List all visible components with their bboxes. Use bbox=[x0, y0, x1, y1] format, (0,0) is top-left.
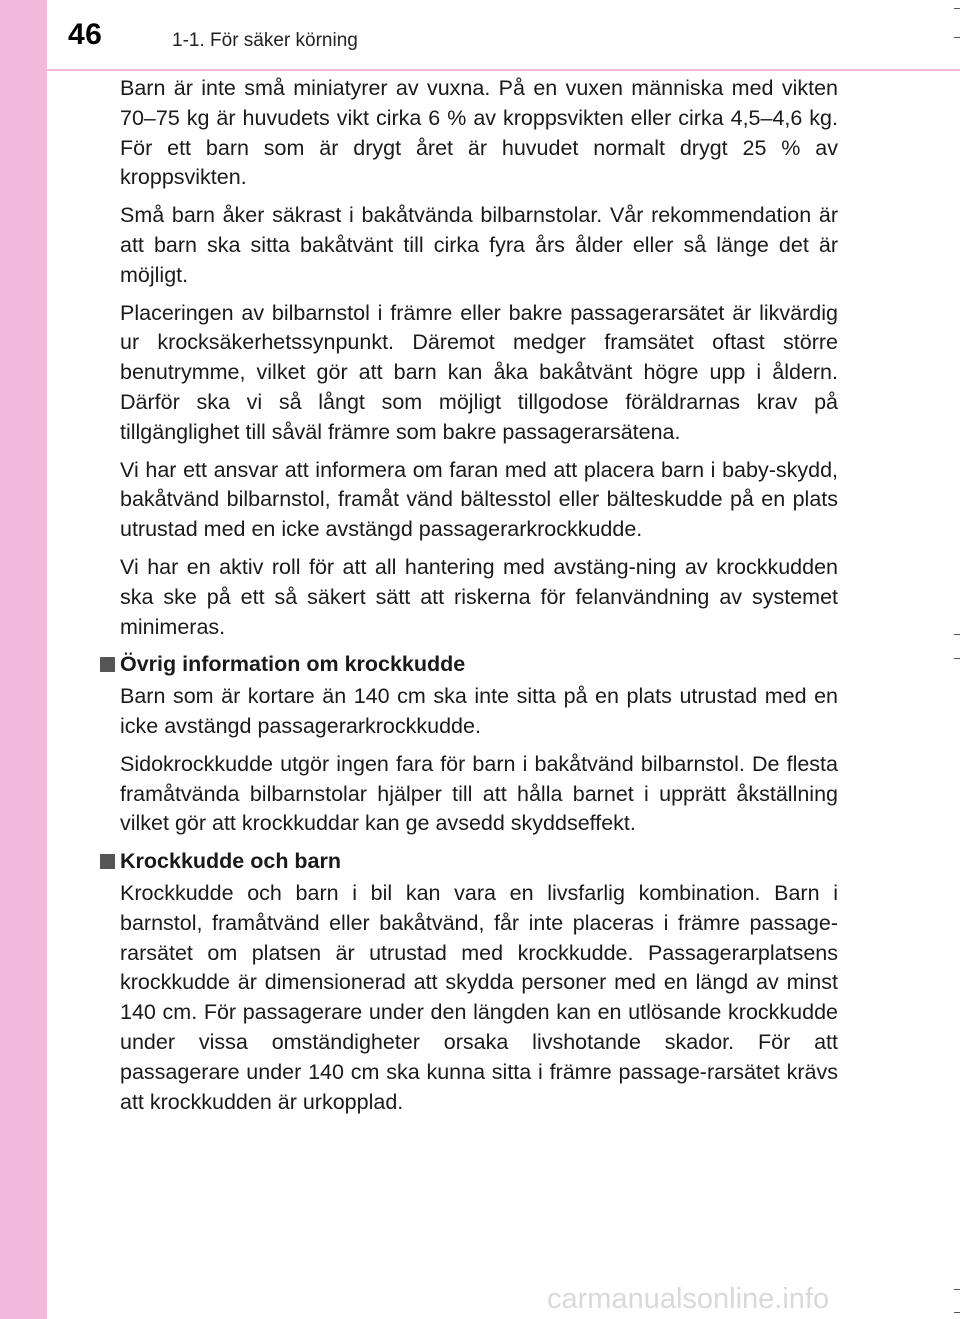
body-paragraph: Krockkudde och barn i bil kan vara en livsfarlig kombination. Barn i barnstol, framåtvänd eller bakåtvänd, får inte placeras i främre passage-rarsätet om platsen är utrustad med krockkudde. Passagerarplatsens krockkudde är dimensionerad att skydda personer med en längd av minst 140 cm. För passagerare under den längden kan en utlösande krockkudde under vissa omständigheter orsaka livshotande skador. För att passagerare under 140 cm ska kunna sitta i främre passage-rarsätet krävs att krockkudden är urkopplad. bbox=[120, 880, 838, 1114]
body-paragraph: Vi har ett ansvar att informera om faran med att placera barn i baby-skydd, bakåtvänd bilbarnstol, framåt vänd bältesstol eller bälteskudde på en plats utrustad med en icke avstängd passagerarkrockkudde. bbox=[120, 457, 838, 542]
crop-mark-bottom-1 bbox=[954, 1289, 960, 1290]
crop-mark-bottom-2 bbox=[954, 1312, 960, 1313]
body-paragraph: Barn som är kortare än 140 cm ska inte sitta på en plats utrustad med en icke avstängd passagerarkrockkudde. bbox=[120, 684, 838, 738]
crop-mark-mid-2 bbox=[954, 658, 960, 659]
section-heading-text: Krockkudde och barn bbox=[120, 849, 342, 874]
site-watermark: carmanualsonline.info bbox=[547, 1283, 830, 1315]
section-heading-text: Övrig information om krockkudde bbox=[120, 652, 466, 677]
body-paragraph: Vi har en aktiv roll för att all hantering med avstäng-ning av krockkudden ska ske på ett så säkert sätt att riskerna för felanvändning av systemet minimeras. bbox=[120, 554, 838, 639]
body-paragraph: Placeringen av bilbarnstol i främre eller bakre passagerarsätet är likvärdig ur krocksäkerhetssynpunkt. Däremot medger framsätet oftast större benutrymme, vilket gör att barn kan åka bakåtvänt högre upp i åldern. Därför ska vi så långt som möjligt tillgodose föräldrarnas krav på tillgänglighet till såväl främre som bakre passagerarsätena. bbox=[120, 300, 838, 444]
crop-mark-mid-upper bbox=[954, 37, 960, 38]
crop-mark-mid-1 bbox=[954, 634, 960, 635]
header-rule bbox=[47, 69, 960, 71]
body-paragraph: Barn är inte små miniatyrer av vuxna. På en vuxen människa med vikten 70–75 kg är huvudets vikt cirka 6 % av kroppsvikten eller cirka 4,5–4,6 kg. För ett barn som är drygt året är huvudet normalt drygt 25 % av kroppsvikten. bbox=[120, 76, 838, 190]
section-heading bbox=[120, 650, 838, 680]
body-paragraph: Små barn åker säkrast i bakåtvända bilbarnstolar. Vår rekommendation är att barn ska sitta bakåtvänt till cirka fyra års ålder eller så länge det är möjligt. bbox=[120, 203, 838, 287]
square-bullet-icon bbox=[100, 657, 115, 672]
page-sidebar-band bbox=[0, 0, 47, 1319]
square-bullet-icon bbox=[100, 854, 115, 869]
crop-mark-top bbox=[954, 8, 960, 9]
section-title: 1-1. För säker körning bbox=[172, 30, 358, 51]
body-paragraph: Sidokrockkudde utgör ingen fara för barn i bakåtvänd bilbarnstol. De flesta framåtvända bilbarnstolar hjälper till att hålla barnet i upprätt åkställning vilket gör att krockkuddar kan ge avsedd skyddseffekt. bbox=[120, 751, 838, 836]
main-content bbox=[120, 74, 838, 1125]
section-heading bbox=[120, 847, 838, 877]
page-number: 46 bbox=[68, 18, 103, 51]
